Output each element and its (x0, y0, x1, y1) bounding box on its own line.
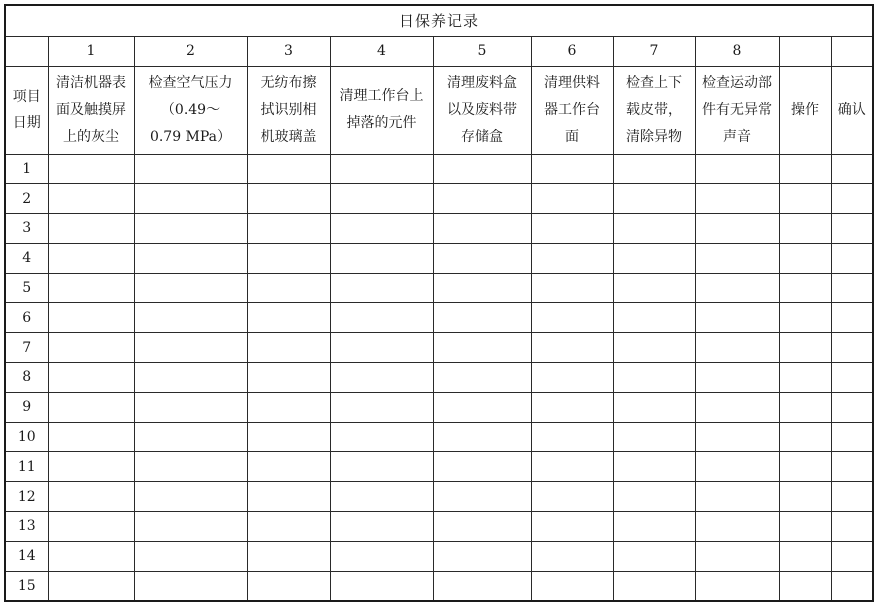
row-date-label: 12 (5, 482, 48, 512)
record-cell[interactable] (613, 541, 695, 571)
record-cell[interactable] (48, 422, 134, 452)
record-cell[interactable] (613, 422, 695, 452)
record-cell[interactable] (613, 184, 695, 214)
record-cell[interactable] (531, 482, 613, 512)
record-cell[interactable] (134, 154, 247, 184)
record-cell[interactable] (247, 482, 330, 512)
record-cell[interactable] (779, 571, 831, 601)
column-header-9 (779, 66, 831, 154)
row-date-label: 6 (5, 303, 48, 333)
row-date-label: 10 (5, 422, 48, 452)
record-cell[interactable] (330, 184, 433, 214)
corner-date-label: 日期 (12, 115, 41, 131)
record-cell[interactable] (433, 392, 531, 422)
record-cell[interactable] (433, 303, 531, 333)
column-header-line: 清理工作台上 (339, 88, 424, 104)
column-header-line: 清理废料盒 (447, 74, 517, 91)
column-description-row (5, 66, 873, 154)
record-cell[interactable] (48, 541, 134, 571)
record-cell[interactable] (247, 392, 330, 422)
record-cell[interactable] (613, 273, 695, 303)
record-cell[interactable] (531, 452, 613, 482)
record-cell[interactable] (48, 571, 134, 601)
record-cell[interactable] (531, 273, 613, 303)
record-cell[interactable] (330, 363, 433, 393)
row-date-label: 8 (5, 363, 48, 393)
column-number-7: 7 (613, 36, 695, 66)
column-header-line: 机玻璃盖 (260, 128, 317, 145)
record-cell[interactable] (48, 363, 134, 393)
column-header-line: 检查空气压力 (148, 74, 233, 91)
record-cell[interactable] (247, 422, 330, 452)
record-cell[interactable] (134, 482, 247, 512)
record-cell[interactable] (433, 541, 531, 571)
record-cell[interactable] (613, 482, 695, 512)
record-cell[interactable] (48, 482, 134, 512)
record-cell[interactable] (48, 184, 134, 214)
record-cell[interactable] (695, 452, 779, 482)
record-cell[interactable] (613, 392, 695, 422)
record-cell[interactable] (330, 541, 433, 571)
record-cell[interactable] (695, 422, 779, 452)
column-header-7 (613, 66, 695, 154)
record-cell[interactable] (247, 303, 330, 333)
record-cell[interactable] (330, 512, 433, 542)
column-number-8: 8 (695, 36, 779, 66)
record-cell[interactable] (831, 541, 873, 571)
record-cell[interactable] (531, 363, 613, 393)
column-header-1 (48, 66, 134, 154)
row-date-label: 15 (5, 571, 48, 601)
record-cell[interactable] (531, 512, 613, 542)
record-cell[interactable] (433, 422, 531, 452)
record-cell[interactable] (613, 452, 695, 482)
record-cell[interactable] (134, 422, 247, 452)
record-cell[interactable] (831, 184, 873, 214)
record-cell[interactable] (779, 273, 831, 303)
row-date-label: 2 (5, 184, 48, 214)
record-cell[interactable] (531, 422, 613, 452)
column-number-5: 5 (433, 36, 531, 66)
column-header-line: 操作 (791, 101, 819, 118)
column-header-2 (134, 66, 247, 154)
record-cell[interactable] (247, 333, 330, 363)
record-cell[interactable] (831, 214, 873, 244)
record-cell[interactable] (831, 243, 873, 273)
record-cell[interactable] (695, 214, 779, 244)
corner-item-label: 项目 (12, 89, 41, 105)
record-cell[interactable] (134, 184, 247, 214)
record-cell[interactable] (779, 214, 831, 244)
record-cell[interactable] (247, 571, 330, 601)
column-header-line: 清理供料 (544, 74, 600, 91)
record-cell[interactable] (433, 512, 531, 542)
record-cell[interactable] (779, 512, 831, 542)
table-row (5, 363, 873, 393)
record-cell[interactable] (779, 541, 831, 571)
record-cell[interactable] (695, 333, 779, 363)
column-number-6: 6 (531, 36, 613, 66)
record-cell[interactable] (831, 363, 873, 393)
row-date-label: 14 (5, 541, 48, 571)
record-cell[interactable] (831, 482, 873, 512)
table-row (5, 422, 873, 452)
record-cell[interactable] (330, 243, 433, 273)
record-cell[interactable] (531, 541, 613, 571)
record-cell[interactable] (433, 452, 531, 482)
record-cell[interactable] (134, 363, 247, 393)
record-cell[interactable] (831, 303, 873, 333)
record-cell[interactable] (531, 303, 613, 333)
record-cell[interactable] (695, 154, 779, 184)
column-header-line: 检查运动部 (702, 74, 772, 91)
record-cell[interactable] (531, 214, 613, 244)
table-row (5, 273, 873, 303)
column-header-line: 清除异物 (626, 128, 682, 145)
record-cell[interactable] (613, 303, 695, 333)
row-date-label: 1 (5, 154, 48, 184)
record-cell[interactable] (433, 243, 531, 273)
column-header-line: 面及触摸屏 (56, 101, 126, 118)
column-header-line: 存储盒 (461, 128, 503, 145)
corner-header-cell (5, 66, 48, 154)
record-cell[interactable] (433, 482, 531, 512)
column-header-line: 上的灰尘 (63, 128, 119, 145)
record-cell[interactable] (695, 392, 779, 422)
record-cell[interactable] (48, 392, 134, 422)
column-header-5 (433, 66, 531, 154)
record-cell[interactable] (48, 452, 134, 482)
record-cell[interactable] (134, 273, 247, 303)
table-row (5, 214, 873, 244)
record-cell[interactable] (531, 243, 613, 273)
record-cell[interactable] (779, 452, 831, 482)
row-date-label: 3 (5, 214, 48, 244)
record-cell[interactable] (48, 214, 134, 244)
record-cell[interactable] (831, 273, 873, 303)
column-number-4: 4 (330, 36, 433, 66)
record-cell[interactable] (695, 243, 779, 273)
column-header-line: 声音 (723, 128, 751, 145)
column-header-line: 载皮带， (626, 101, 682, 118)
record-cell[interactable] (531, 392, 613, 422)
record-cell[interactable] (695, 184, 779, 214)
column-header-line: 件有无异常 (702, 101, 772, 118)
column-header-4 (330, 66, 433, 154)
record-cell[interactable] (48, 273, 134, 303)
record-cell[interactable] (48, 512, 134, 542)
column-header-6 (531, 66, 613, 154)
record-cell[interactable] (247, 452, 330, 482)
record-cell[interactable] (831, 452, 873, 482)
record-cell[interactable] (695, 303, 779, 333)
record-cell[interactable] (779, 363, 831, 393)
table-row (5, 154, 873, 184)
record-cell[interactable] (433, 184, 531, 214)
record-cell[interactable] (831, 512, 873, 542)
record-cell[interactable] (330, 392, 433, 422)
record-cell[interactable] (330, 482, 433, 512)
row-date-label: 13 (5, 512, 48, 542)
column-header-10 (831, 66, 873, 154)
record-cell[interactable] (433, 154, 531, 184)
record-cell[interactable] (779, 154, 831, 184)
column-header-line: 掉落的元件 (346, 115, 417, 131)
record-cell[interactable] (779, 184, 831, 214)
column-number-1: 1 (48, 36, 134, 66)
record-cell[interactable] (433, 214, 531, 244)
record-cell[interactable] (134, 243, 247, 273)
record-cell[interactable] (247, 273, 330, 303)
table-row (5, 452, 873, 482)
record-cell[interactable] (779, 392, 831, 422)
record-cell[interactable] (779, 303, 831, 333)
column-header-line: 0.79 MPa） (149, 128, 232, 145)
column-number-3: 3 (247, 36, 330, 66)
row-date-label: 9 (5, 392, 48, 422)
record-cell[interactable] (613, 154, 695, 184)
record-cell[interactable] (330, 333, 433, 363)
record-cell[interactable] (613, 333, 695, 363)
row-date-label: 4 (5, 243, 48, 273)
column-header-8 (695, 66, 779, 154)
record-cell[interactable] (330, 422, 433, 452)
row-date-label: 5 (5, 273, 48, 303)
column-header-line: （0.49～ (160, 101, 221, 118)
table-title: 日保养记录 (5, 5, 873, 36)
record-cell[interactable] (247, 512, 330, 542)
column-header-line: 清洁机器表 (56, 74, 126, 91)
record-cell[interactable] (433, 273, 531, 303)
record-cell[interactable] (779, 333, 831, 363)
record-cell[interactable] (531, 333, 613, 363)
record-cell[interactable] (779, 243, 831, 273)
table-row (5, 243, 873, 273)
table-row (5, 333, 873, 363)
record-cell[interactable] (433, 333, 531, 363)
column-header-3 (247, 66, 330, 154)
record-cell[interactable] (134, 214, 247, 244)
record-cell[interactable] (779, 422, 831, 452)
record-cell[interactable] (531, 184, 613, 214)
column-header-line: 器工作台 (544, 101, 600, 118)
record-cell[interactable] (247, 363, 330, 393)
record-cell[interactable] (134, 541, 247, 571)
record-cell[interactable] (134, 571, 247, 601)
record-cell[interactable] (695, 363, 779, 393)
record-cell[interactable] (695, 482, 779, 512)
record-cell[interactable] (831, 333, 873, 363)
record-cell[interactable] (433, 571, 531, 601)
record-cell[interactable] (613, 363, 695, 393)
record-cell[interactable] (433, 363, 531, 393)
table-row (5, 541, 873, 571)
record-cell[interactable] (48, 333, 134, 363)
record-cell[interactable] (613, 512, 695, 542)
record-cell[interactable] (48, 243, 134, 273)
record-cell[interactable] (134, 452, 247, 482)
record-cell[interactable] (779, 482, 831, 512)
column-header-line: 以及废料带 (447, 101, 517, 118)
column-header-line: 检查上下 (626, 74, 682, 91)
record-cell[interactable] (134, 333, 247, 363)
record-cell[interactable] (134, 392, 247, 422)
record-cell[interactable] (613, 243, 695, 273)
column-number-10 (831, 36, 873, 66)
record-cell[interactable] (531, 571, 613, 601)
record-cell[interactable] (695, 541, 779, 571)
record-cell[interactable] (247, 243, 330, 273)
table-row (5, 303, 873, 333)
record-cell[interactable] (247, 184, 330, 214)
record-cell[interactable] (695, 273, 779, 303)
column-header-line: 确认 (837, 101, 866, 118)
record-cell[interactable] (247, 541, 330, 571)
column-header-line: 拭识别相 (260, 101, 317, 118)
record-cell[interactable] (613, 214, 695, 244)
record-cell[interactable] (695, 512, 779, 542)
record-cell[interactable] (134, 303, 247, 333)
record-cell[interactable] (48, 303, 134, 333)
column-number-row (5, 36, 873, 66)
corner-blank-cell (5, 36, 48, 66)
record-cell[interactable] (831, 154, 873, 184)
record-cell[interactable] (330, 452, 433, 482)
record-cell[interactable] (695, 571, 779, 601)
record-cell[interactable] (330, 154, 433, 184)
record-cell[interactable] (247, 214, 330, 244)
column-header-line: 无纺布擦 (260, 74, 317, 91)
column-number-2: 2 (134, 36, 247, 66)
record-cell[interactable] (531, 154, 613, 184)
record-cell[interactable] (831, 422, 873, 452)
record-cell[interactable] (613, 571, 695, 601)
record-cell[interactable] (330, 214, 433, 244)
row-date-label: 11 (5, 452, 48, 482)
row-date-label: 7 (5, 333, 48, 363)
column-number-9 (779, 36, 831, 66)
table-row (5, 512, 873, 542)
table-row (5, 184, 873, 214)
column-header-line: 面 (565, 128, 579, 145)
record-cell[interactable] (247, 154, 330, 184)
table-row (5, 571, 873, 601)
record-cell[interactable] (831, 571, 873, 601)
table-row (5, 482, 873, 512)
record-cell[interactable] (134, 512, 247, 542)
record-cell[interactable] (330, 571, 433, 601)
record-cell[interactable] (330, 303, 433, 333)
record-cell[interactable] (330, 273, 433, 303)
record-cell[interactable] (831, 392, 873, 422)
record-cell[interactable] (48, 154, 134, 184)
daily-maintenance-table (4, 4, 874, 602)
table-row (5, 392, 873, 422)
